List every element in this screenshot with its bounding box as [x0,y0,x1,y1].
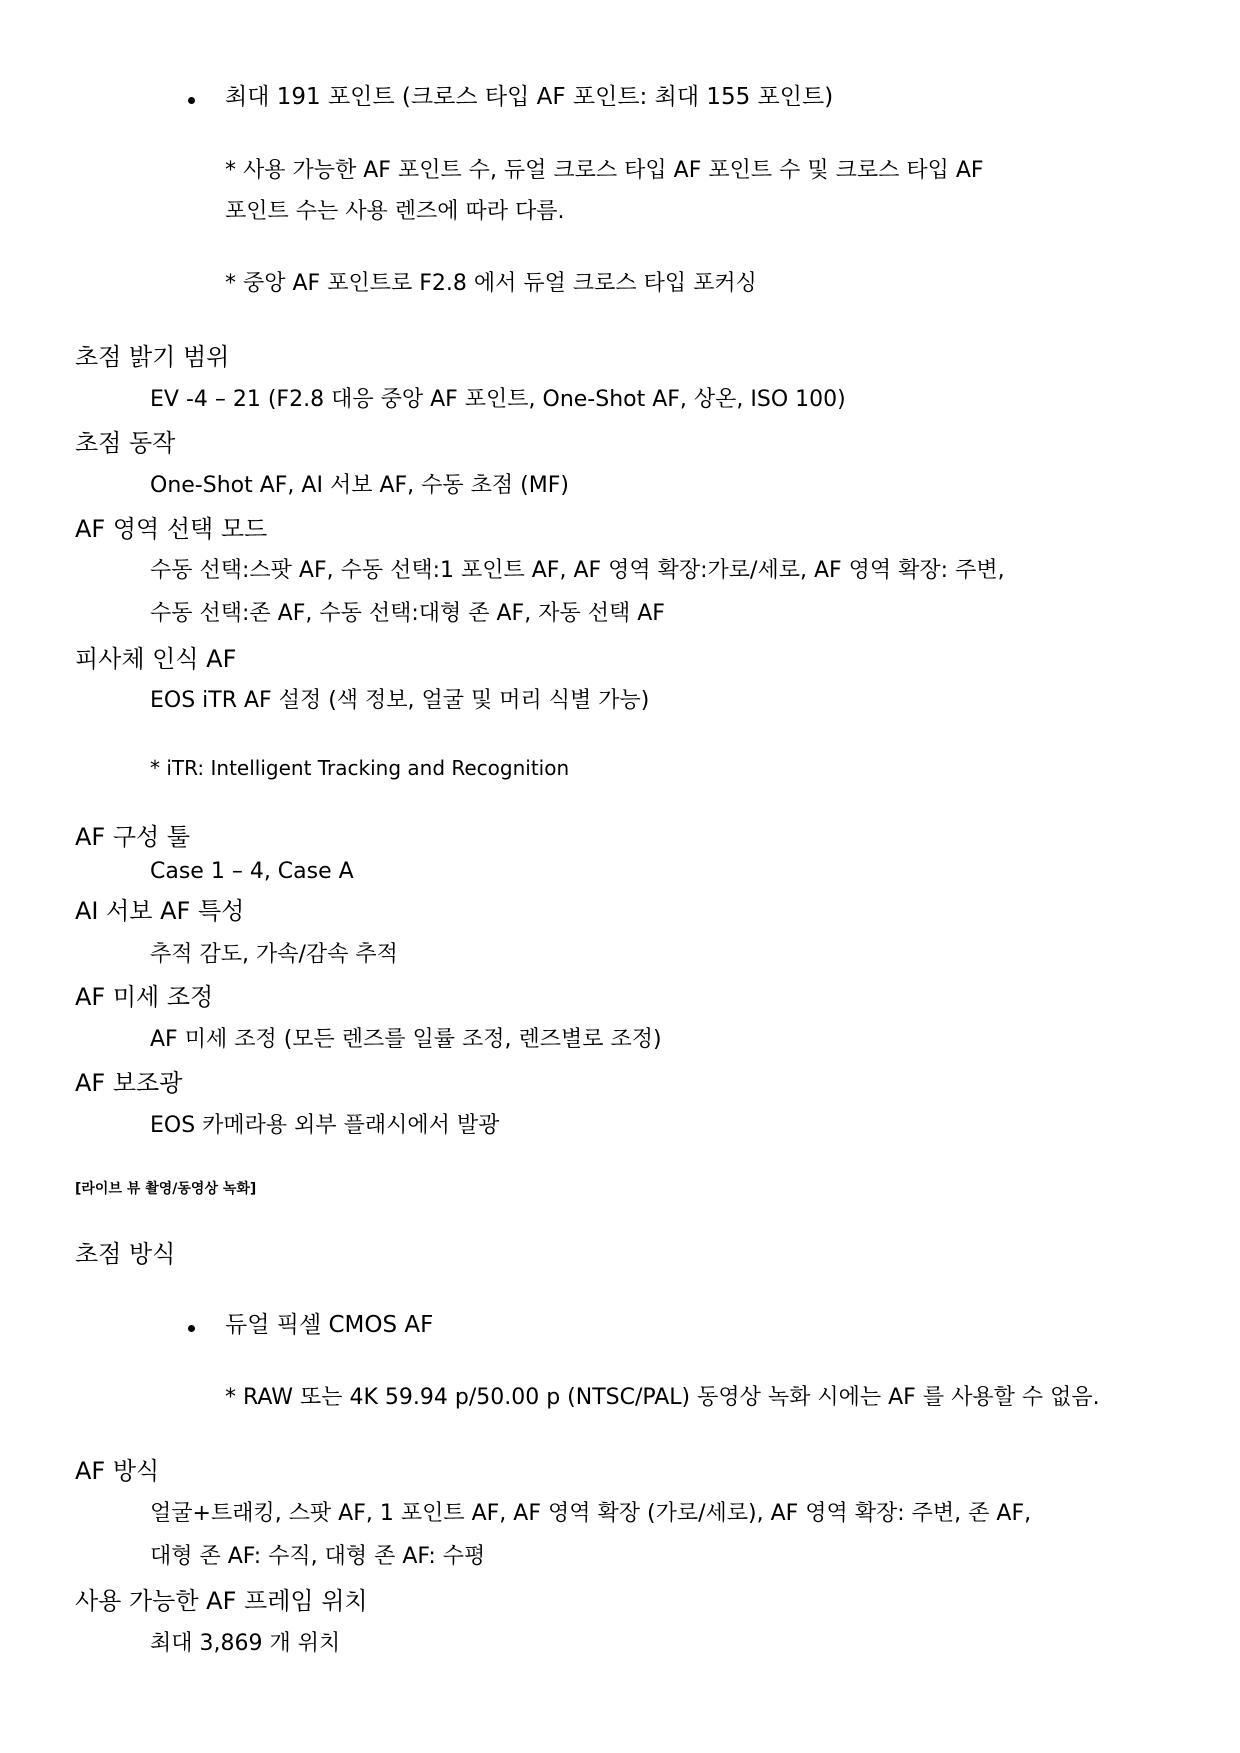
spec-label-af-frame-positions: 사용 가능한 AF 프레임 위치 [75,1587,368,1615]
bullet-dot [188,1325,195,1332]
spec-value-af-frame-positions: 최대 3,869 개 위치 [150,1631,341,1656]
spec-label-focus-method: 초점 방식 [75,1240,176,1268]
spec-label-af-method: AF 방식 [75,1457,160,1485]
spec-label-af-assist: AF 보조광 [75,1069,183,1097]
af-points-note1-line1: * 사용 가능한 AF 포인트 수, 듀얼 크로스 타입 AF 포인트 수 및 크로스 타입 AF [225,158,984,183]
spec-value-af-area-mode-line1: 수동 선택:스팟 AF, 수동 선택:1 포인트 AF, AF 영역 확장:가로/세로, AF 영역 확장: 주변, [150,558,1005,583]
spec-label-af-config-tool: AF 구성 툴 [75,823,191,851]
spec-value-subject-detection: EOS iTR AF 설정 (색 정보, 얼굴 및 머리 식별 가능) [150,688,650,713]
spec-label-ai-servo: AI 서보 AF 특성 [75,897,245,925]
spec-label-focus-operation: 초점 동작 [75,429,176,457]
af-points-bullet: 최대 191 포인트 (크로스 타입 AF 포인트: 최대 155 포인트) [225,84,834,110]
spec-value-af-microadjust: AF 미세 조정 (모든 렌즈를 일률 조정, 렌즈별로 조정) [150,1027,662,1052]
spec-value-ai-servo: 추적 감도, 가속/감속 추적 [150,942,398,967]
spec-label-subject-detection: 피사체 인식 AF [75,645,237,673]
spec-value-focus-operation: One-Shot AF, AI 서보 AF, 수동 초점 (MF) [150,473,569,498]
bullet-dot [188,97,195,104]
spec-value-focus-brightness: EV -4 – 21 (F2.8 대응 중앙 AF 포인트, One-Shot AF, 상온, ISO 100) [150,387,846,412]
spec-value-af-assist: EOS 카메라용 외부 플래시에서 발광 [150,1113,500,1138]
spec-label-af-microadjust: AF 미세 조정 [75,983,214,1011]
focus-method-note: * RAW 또는 4K 59.94 p/50.00 p (NTSC/PAL) 동영상 녹화 시에는 AF 를 사용할 수 없음. [225,1385,1100,1410]
spec-label-focus-brightness: 초점 밝기 범위 [75,343,230,371]
spec-value-af-method-line1: 얼굴+트래킹, 스팟 AF, 1 포인트 AF, AF 영역 확장 (가로/세로), AF 영역 확장: 주변, 존 AF, [150,1501,1032,1526]
spec-value-af-config-tool: Case 1 – 4, Case A [150,859,354,884]
spec-value-af-method-line2: 대형 존 AF: 수직, 대형 존 AF: 수평 [150,1544,486,1569]
af-points-note1-line2: 포인트 수는 사용 렌즈에 따라 다름. [225,199,565,224]
spec-value-af-area-mode-line2: 수동 선택:존 AF, 수동 선택:대형 존 AF, 자동 선택 AF [150,601,665,626]
section-title-live-view: [라이브 뷰 촬영/동영상 녹화] [75,1181,257,1197]
focus-method-bullet: 듀얼 픽셀 CMOS AF [225,1312,434,1338]
spec-label-af-area-mode: AF 영역 선택 모드 [75,515,268,543]
af-points-note2: * 중앙 AF 포인트로 F2.8 에서 듀얼 크로스 타입 포커싱 [225,271,757,296]
spec-note-itr: * iTR: Intelligent Tracking and Recognition [150,756,570,780]
